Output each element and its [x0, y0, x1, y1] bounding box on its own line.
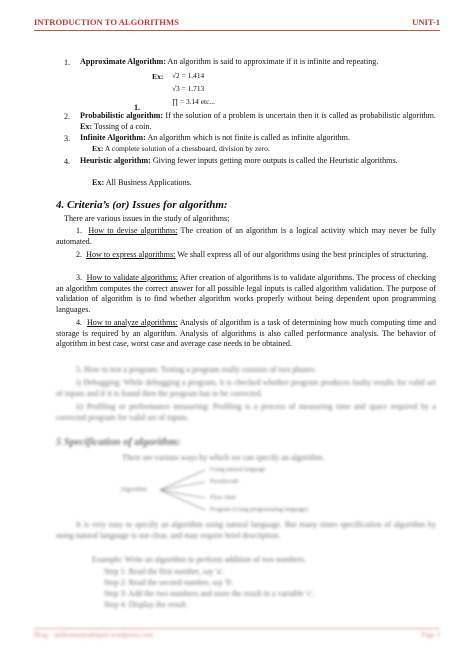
term-infinite: Infinite Algorithm: — [80, 133, 146, 142]
example-label: Ex: — [92, 178, 105, 187]
specification-example: Example: Write an algorithm to perform addition of two numbers. — [92, 555, 306, 564]
list-item-number: 1. — [64, 58, 71, 67]
section-intro: There are various issues in the study of algorithms; — [64, 214, 230, 223]
definition-probabilistic: If the solution of a problem is uncertain then it is called as probabilistic algorithm. — [163, 111, 436, 120]
list-item-number: 2. — [64, 112, 71, 121]
term-heuristic: Heuristic algorithm: — [80, 156, 151, 165]
diagram-root: Algorithm — [120, 486, 148, 493]
issue-test: 5. How to test a program: Testing a program really consists of two phases: — [76, 365, 317, 374]
example-text: Tossing of a coin. — [92, 121, 152, 131]
example-text: A complete solution of a chessboard, division by zero. — [103, 144, 270, 153]
diagram-branch: Pseudocode — [210, 479, 239, 485]
math-line-sqrt3: √3 = 1.713 — [172, 84, 205, 93]
algorithm-step: Step 1: Read the first number, say 'a'. — [104, 567, 225, 576]
issue-text: The creation of an algorithm is a logical activity which may never be fully automated. — [56, 226, 437, 246]
section-intro: There are various ways by which we can specify an algorithm. — [122, 453, 325, 462]
issue-text: After creation of algorithms is to validate algorithms. The process of checking an algorithm computes the correct answer for all possible legal inputs is called algorithm validation. The purpose of validation of algorithm is to find whether algorithm works properly without being dependent upon programming languages. — [56, 273, 437, 314]
example-label: Ex: — [92, 144, 104, 153]
diagram-branch: Program (Using programming language) — [210, 507, 308, 513]
definition-approximate: An algorithm is said to approximate if it is infinite and repeating. — [165, 57, 379, 66]
term-probabilistic: Probabilistic algorithm: — [80, 111, 164, 120]
footer-page-number: Page 3 — [421, 631, 440, 639]
issue-text: We shall express all of our algorithms using the best principles of structuring. — [175, 250, 429, 259]
example-label: Ex: — [80, 121, 93, 131]
term-approximate: Approximate Algorithm: — [80, 57, 166, 66]
algorithm-step: Step 4: Display the result. — [104, 600, 188, 609]
issue-test-profiling: ii) Profiling or performance measuring: Profiling is a process of measuring time and space required by a corrected program for valid set of inputs. — [56, 402, 436, 422]
math-line-sqrt2: √2 = 1.414 — [172, 71, 205, 80]
stray-number: 1. — [134, 103, 141, 112]
issue-number: 2. — [76, 250, 83, 259]
issue-number: 3. — [76, 273, 83, 282]
section-heading-criteria: 4. Criteria’s (or) Issues for algorithm: — [56, 199, 228, 211]
list-item-number: 4. — [64, 157, 71, 166]
definition-heuristic: Giving fewer inputs getting more outputs is called the Heuristic algorithms. — [150, 156, 398, 165]
issue-number: 1. — [76, 226, 83, 235]
list-item-number: 3. — [64, 134, 71, 143]
issue-title: How to validate algorithms: — [86, 273, 178, 282]
example-text: All Business Applications. — [104, 178, 192, 187]
issue-title: How to express algorithms: — [86, 250, 176, 259]
header-unit: UNIT-1 — [412, 17, 440, 27]
example-label: Ex: — [152, 72, 164, 81]
diagram-branch: Using natural language — [210, 467, 266, 473]
issue-title: How to analyze algorithms: — [86, 318, 178, 327]
math-line-pi: ∏ = 3.14 etc... — [172, 97, 215, 106]
issue-title: How to devise algorithms: — [88, 226, 178, 235]
page-footer — [34, 628, 440, 641]
issue-number: 4. — [76, 318, 83, 327]
issue-test-debugging: i) Debugging: While debugging a program, it is checked whether program produces faulty results for valid set of inputs and if it is found then the program has to be corrected. — [56, 378, 436, 398]
algorithm-step: Step 2: Read the second number, say 'b'. — [104, 578, 235, 587]
diagram-branch: Flow chart — [210, 495, 236, 501]
footer-blog: Blog - anilkumarprathipati.wordpress.com — [34, 631, 153, 639]
algorithm-step: Step 3: Add the two numbers and store the result in a variable 'c'. — [104, 589, 315, 598]
issue-text: Analysis of algorithm is a task of determining how much computing time and storage is required by an algorithm. Analysis of algorithms is also called performance analysis. The behavior of algorithm in best case, worst case and average case needs to be obtained. — [56, 318, 437, 349]
definition-infinite: An algorithm which is not finite is called as infinite algorithm. — [145, 133, 350, 142]
specification-paragraph: It is very easy to specify an algorithm using natural language. But many times specification of algorithm by using natural language is not clear, and may require brief description. — [56, 520, 436, 540]
section-heading-specification: 5 Specification of algorithm: — [56, 437, 181, 448]
header-title: INTRODUCTION TO ALGORITHMS — [34, 17, 179, 27]
